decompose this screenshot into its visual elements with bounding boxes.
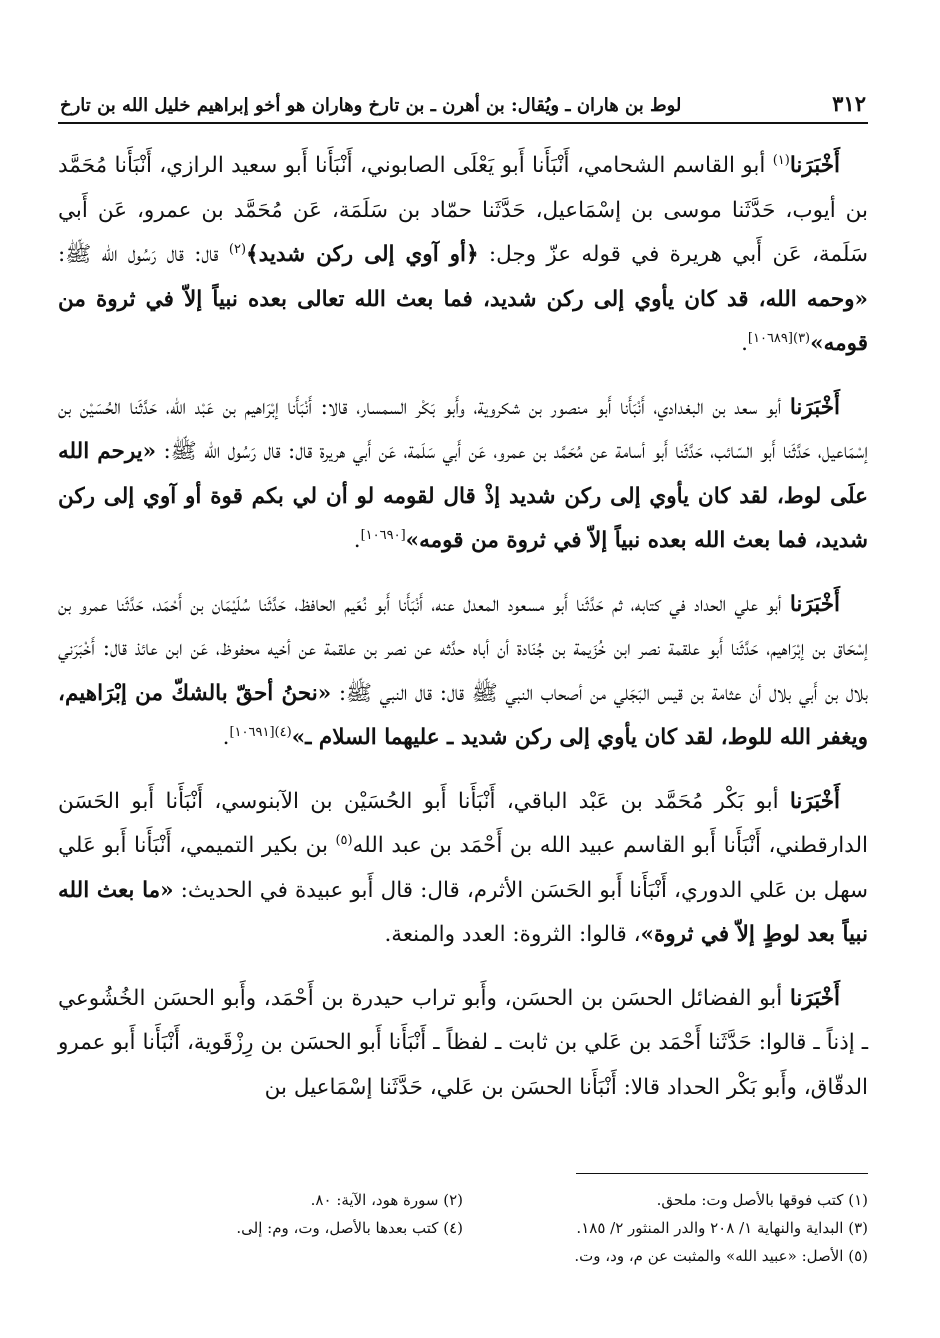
footnote-item — [58, 1242, 463, 1270]
page-number: ٣١٢ — [832, 91, 866, 116]
paragraph-2 — [58, 386, 868, 564]
footnote-row — [58, 1242, 868, 1270]
footnote-marker: (١) — [772, 152, 790, 168]
footnote-item: (٢) سورة هود، الآية: ٨٠. — [310, 1191, 463, 1209]
hadith-text: «نحنُ أحقّ بالشكّ من إبْرَاهيم، ويغفر الله للوط، لقد كان يأوي إلى ركن شديد ـ عليهما السلام ـ» — [58, 680, 868, 750]
footnote-marker: (٣) — [792, 330, 811, 346]
book-page — [58, 78, 868, 1298]
paragraph-1 — [58, 144, 868, 367]
paragraph-4 — [58, 780, 868, 958]
footnote-divider — [576, 1173, 868, 1174]
hadith-text: «وحمه الله، قد كان يأوي إلى ركن شديد، فما بعث الله تعالى بعده نبياً إلاّ في ثروة من قومه» — [58, 286, 868, 356]
footnotes — [58, 1173, 868, 1270]
page-header — [58, 78, 868, 124]
footnote-item: (٣) البداية والنهاية ١/ ٢٠٨ والدر المنثور ٢/ ١٨٥. — [576, 1219, 868, 1237]
paragraph-text: أبو سعد بن البغدادي، أَنْبَأَنا أَبو منصور بن شكروية، وأَبو بَكْر السمسار، قالا: أَنْبَأَنا إبْرَاهيم بن عَبْد الله، حَدَّثَنا الحُسَيْن بن إسْمَاعيل، حَدَّثَنا أَبو السّائب، حَدَّثَنا أَبو أسامة عن مُحَمَّد بن عمرو، عَن أَبي سَلَمة، عَن أَبي هريرة قال: قال رَسُول الله ﷺ: — [58, 394, 868, 464]
running-title: لوط بن هاران ـ ويُقال: بن أهرن ـ بن تارخ وهاران هو أخو إبراهيم خليل الله بن تارخ — [60, 95, 682, 116]
footnote-marker: (٤) — [274, 724, 292, 740]
paragraph-5 — [58, 977, 868, 1111]
footnote-marker: (٥) — [335, 832, 353, 848]
footnote-row — [58, 1214, 868, 1242]
paragraph-text: قال: قال رَسُول الله ﷺ: — [58, 242, 229, 267]
paragraph-text: أبو علي الحداد في كتابه، ثم حَدَّثَنا أَبو مسعود المعدل عنه، أَنْبَأَنا أَبو نُعَيم الحافظ، حَدَّثَنا سُلَيْمَان بن أَحْمَد، حَدَّثَنا عمرو بن إسْحَاق بن إبْرَاهيم، حَدَّثَنا أَبو علقمة نصر ابن خُزَيمة بن جُنَادة أن أباه حدَّثه عن نصر بن علقمة عن أخيه محفوظ، عَن ابن عائذ قال: أَخْبَرَني بلال بن أَبي بلال أن عثامة بن قيس البَجَلي من أصحاب النبي ﷺ قال: قال النبي ﷺ: — [58, 591, 869, 706]
paragraph-lead: أَخْبَرَنا — [789, 153, 840, 178]
footnote-item: (١) كتب فوقها بالأصل وت: ملحق. — [656, 1191, 868, 1209]
page-body — [58, 144, 868, 1110]
paragraph-lead: أَخْبَرَنا — [789, 394, 840, 420]
paragraph-text: أبو الفضائل الحسَن بن الحسَن، وأَبو تراب حيدرة بن أَحْمَد، وأَبو الحسَن الخُشُوعي ـ إذناً ـ قالوا: حَدَّثَنا أَحْمَد بن عَلي بن ثابت ـ لفظاً ـ أَنْبَأَنا أَبو الحسَن بن رِزْقَوية، أَنْبَأَنا أَبو عمرو الدقّاق، وأَبو بَكْر الحداد قالا: أَنْبَأَنا الحسَن بن عَلي، حَدَّثَنا إسْمَاعيل بن — [58, 985, 868, 1100]
footnote-marker: (٢) — [228, 241, 247, 257]
paragraph-3 — [58, 583, 868, 761]
paragraph-text: أبو القاسم الشحامي، أَنْبَأَنا أَبو يَعْلَى الصابوني، أَنْبَأَنا أَبو سعيد الرازي، أَنْبَأَنا مُحَمَّد بن أيوب، حَدَّثَنا موسى بن إسْمَاعيل، حَدَّثَنا حمّاد بن سَلَمَة، عَن مُحَمَّد بن عمرو، عَن أَبي سَلَمة، عَن أَبي هريرة في قوله عزّ وجل: — [58, 153, 868, 267]
footnote-item: (٤) كتب بعدها بالأصل، وت، وم: إلى. — [236, 1219, 463, 1237]
paragraph-text: ، قالوا: الثروة: العدد والمنعة. — [384, 922, 641, 947]
hadith-reference: [١٠٦٨٩] — [747, 330, 793, 346]
footnote-row — [58, 1186, 868, 1214]
paragraph-end: . — [741, 331, 748, 356]
paragraph-lead: أَخْبَرَنا — [789, 985, 840, 1011]
quran-quote: ﴿أو آوي إلى ركن شديد﴾ — [246, 242, 479, 267]
footnote-item: (٥) الأصل: «عبيد الله» والمثبت عن م، ود، وت. — [574, 1247, 868, 1265]
paragraph-text: بن بكير التميمي، أَنْبَأَنا أَبو عَلي سهل بن عَلي الدوري، أَنْبَأَنا أَبو الحَسَن الأثرم، قال: قال أَبو عبيدة في الحديث: — [58, 833, 868, 903]
paragraph-end: . — [353, 528, 361, 553]
paragraph-lead: أَخْبَرَنا — [789, 591, 840, 617]
paragraph-lead: أَخْبَرَنا — [789, 788, 840, 814]
hadith-text: «يرحم الله علَى لوط، لقد كان يأوي إلى ركن شديد إذْ قال لقومه لو أن لي بكم قوة أو آوي إلى ركن شديد، فما بعث الله بعده نبياً إلاّ في ثروة من قومه» — [58, 439, 868, 553]
hadith-reference: [١٠٦٩٠] — [360, 527, 406, 543]
hadith-reference: [١٠٦٩١] — [229, 724, 275, 740]
paragraph-text: أبو بَكْر مُحَمَّد بن عَبْد الباقي، أَنْبَأَنا أَبو الحُسَيْن بن الآبنوسي، أَنْبَأَنا أَبو الحَسَن الدارقطني، أَنْبَأَنا أَبو القاسم عبيد الله بن أَحْمَد بن عبد الله — [58, 788, 868, 858]
paragraph-end: . — [222, 725, 230, 750]
hadith-text: «ما بعث الله نبياً بعد لوطٍ إلاّ في ثروة» — [58, 877, 868, 947]
